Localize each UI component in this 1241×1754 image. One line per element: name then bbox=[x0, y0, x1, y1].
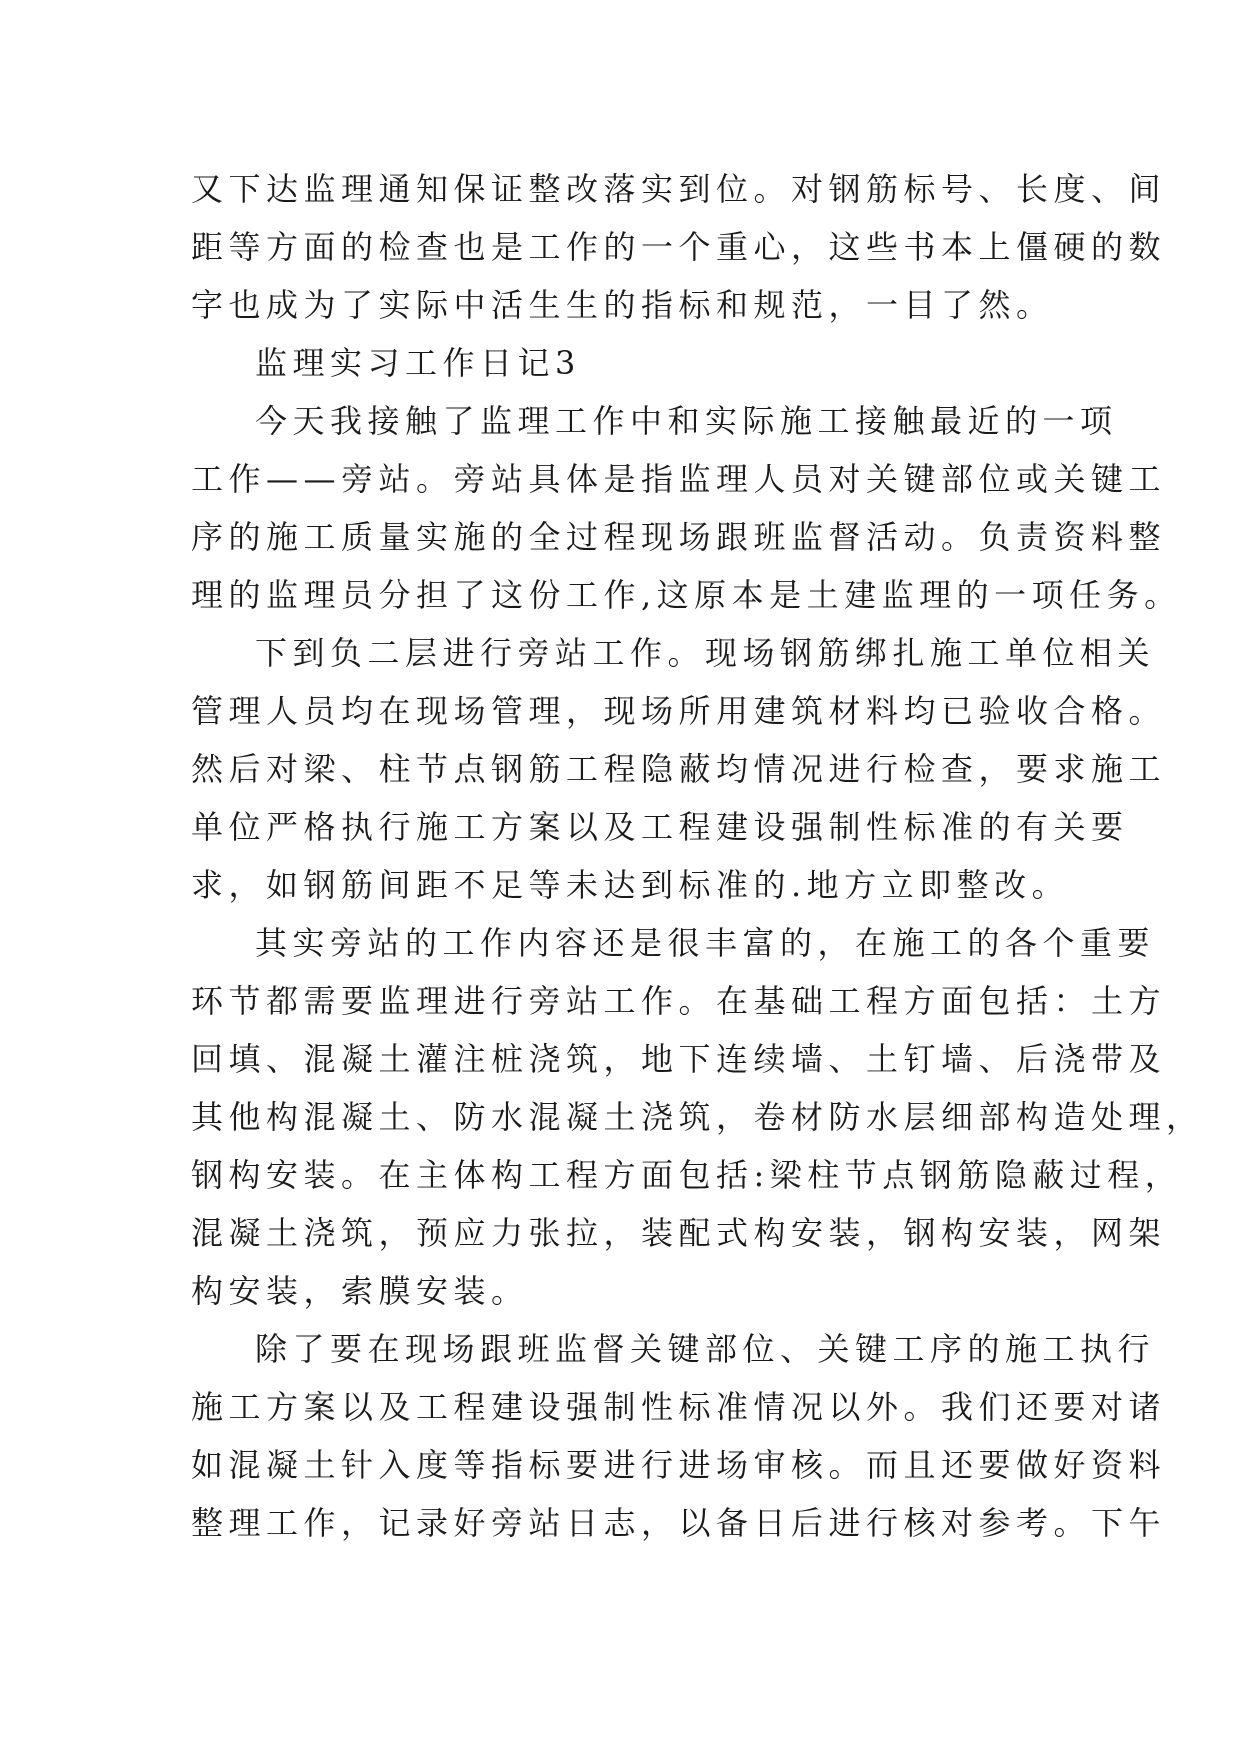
text-line: 理的监理员分担了这份工作,这原本是土建监理的一项任务。 bbox=[191, 576, 1182, 614]
text-line: 下到负二层进行旁站工作。现场钢筋绑扎施工单位相关 bbox=[255, 634, 1156, 672]
text-line: 施工方案以及工程建设强制性标准情况以外。我们还要对诸 bbox=[191, 1388, 1167, 1426]
section-heading: 监理实习工作日记3 bbox=[255, 344, 581, 382]
text-line: 环节都需要监理进行旁站工作。在基础工程方面包括：土方 bbox=[191, 982, 1167, 1020]
text-line: 序的施工质量实施的全过程现场跟班监督活动。负责资料整 bbox=[191, 518, 1167, 556]
text-line: 整理工作，记录好旁站日志，以备日后进行核对参考。下午 bbox=[191, 1504, 1167, 1542]
text-line: 如混凝土针入度等指标要进行进场审核。而且还要做好资料 bbox=[191, 1446, 1167, 1484]
text-line: 混凝土浇筑，预应力张拉，装配式构安装，钢构安装，网架 bbox=[191, 1214, 1167, 1252]
text-line: 工作——旁站。旁站具体是指监理人员对关键部位或关键工 bbox=[191, 460, 1167, 498]
text-line: 字也成为了实际中活生生的指标和规范，一目了然。 bbox=[191, 286, 1054, 324]
text-line: 其实旁站的工作内容还是很丰富的，在施工的各个重要 bbox=[255, 924, 1156, 962]
text-line: 距等方面的检查也是工作的一个重心，这些书本上僵硬的数 bbox=[191, 228, 1167, 266]
text-line: 又下达监理通知保证整改落实到位。对钢筋标号、长度、间 bbox=[191, 170, 1167, 208]
text-line: 今天我接触了监理工作中和实际施工接触最近的一项 bbox=[255, 402, 1118, 440]
text-line: 其他构混凝土、防水混凝土浇筑，卷材防水层细部构造处理， bbox=[191, 1098, 1204, 1136]
text-line: 然后对梁、柱节点钢筋工程隐蔽均情况进行检查，要求施工 bbox=[191, 750, 1167, 788]
text-line: 求，如钢筋间距不足等未达到标准的.地方立即整改。 bbox=[191, 866, 1070, 904]
text-line: 管理人员均在现场管理，现场所用建筑材料均已验收合格。 bbox=[191, 692, 1167, 730]
text-line: 构安装，索膜安装。 bbox=[191, 1272, 529, 1310]
text-line: 钢构安装。在主体构工程方面包括:梁柱节点钢筋隐蔽过程， bbox=[191, 1156, 1183, 1194]
text-line: 回填、混凝土灌注桩浇筑，地下连续墙、土钉墙、后浇带及 bbox=[191, 1040, 1167, 1078]
text-line: 除了要在现场跟班监督关键部位、关键工序的施工执行 bbox=[255, 1330, 1156, 1368]
document-body bbox=[191, 160, 1204, 1552]
text-line: 单位严格执行施工方案以及工程建设强制性标准的有关要 bbox=[191, 808, 1129, 846]
